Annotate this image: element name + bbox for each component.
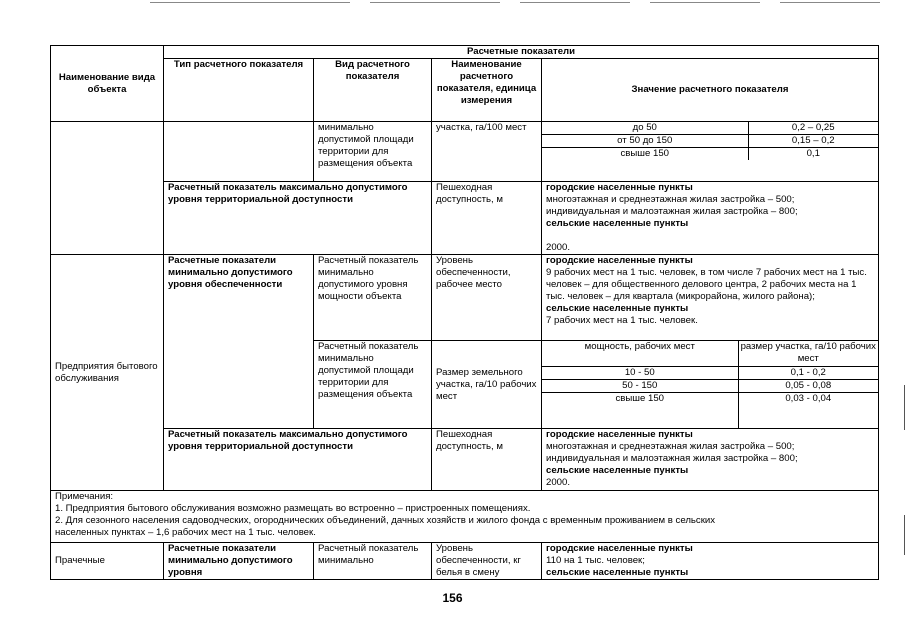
provision-level-name: Уровень обеспеченности, кг белья в смену [432,543,542,580]
value-line: многоэтажная и среднеэтажная жилая застройка – 500; [546,441,795,452]
area-indicator-view: Расчетный показатель минимально допустимой площади территории для размещения объекта [314,341,432,429]
pedestrian-accessibility: Пешеходная доступность, м [432,182,542,255]
provision-level-name: Уровень обеспеченности, рабочее место [432,255,542,341]
header-indicator-type: Тип расчетного показателя [164,59,314,122]
plot-size: 0,03 - 0,04 [738,392,878,428]
indicator-type-continued [164,122,314,182]
max-accessibility-type: Расчетный показатель максимально допустимого уровня территориальной доступности [164,429,432,491]
urban-heading: городские населенные пункты [546,429,693,440]
area-value: 0,1 [748,148,878,161]
value-line: 2000. [546,242,571,253]
object-kind-laundries: Прачечные [51,543,164,580]
object-kind-continued [51,122,164,255]
value-text: 7 рабочих мест на 1 тыс. человек. [546,315,698,326]
pedestrian-accessibility: Пешеходная доступность, м [432,429,542,491]
capacity-range: 10 - 50 [542,366,738,379]
min-provision-type: Расчетные показатели минимально допустимого уровня обеспеченности [164,255,314,429]
accessibility-values [542,429,879,491]
urban-heading: городские населенные пункты [546,543,693,554]
value-line: 2000. [546,477,571,488]
note-item: 1. Предприятия бытового обслуживания возможно размещать во встроенно – пристроенных помещениях. [55,503,531,514]
value-line: многоэтажная и среднеэтажная жилая застройка – 500; [546,194,795,205]
col-plot-size: размер участка, га/10 рабочих мест [738,341,878,366]
notes-title: Примечания: [55,491,114,502]
object-kind-household-services: Предприятия бытового обслуживания [51,255,164,491]
header-indicator-name: Наименование расчетного показателя, единица измерения [432,59,542,122]
header-indicator-value: Значение расчетного показателя [542,59,879,122]
header-object-kind: Наименование вида объекта [51,46,164,122]
capacity-range: от 50 до 150 [542,135,748,148]
value-line: индивидуальная и малоэтажная жилая застройка – 800; [546,206,798,217]
area-value: 0,2 – 0,25 [748,122,878,135]
accessibility-values [542,182,879,255]
indicator-view: Расчетный показатель минимально [314,543,432,580]
area-value: 0,15 – 0,2 [748,135,878,148]
urban-heading: городские населенные пункты [546,182,693,193]
capacity-range: до 50 [542,122,748,135]
provision-values [542,543,879,580]
plot-size: 0,05 - 0,08 [738,379,878,392]
notes-block [51,491,879,543]
area-value-table [542,122,879,182]
provision-values [542,255,879,341]
plot-size: 0,1 - 0,2 [738,366,878,379]
indicator-name: участка, га/100 мест [432,122,542,182]
plot-size-name: Размер земельного участка, га/10 рабочих мест [432,341,542,429]
plot-size-table [542,341,879,429]
rural-heading: сельские населенные пункты [546,303,689,314]
value-line: 110 на 1 тыс. человек; [546,555,645,566]
rural-heading: сельские населенные пункты [546,218,689,229]
rural-heading: сельские населенные пункты [546,567,689,578]
header-indicator-view: Вид расчетного показателя [314,59,432,122]
top-scan-edge [0,0,905,6]
urban-heading: городские населенные пункты [546,255,693,266]
max-accessibility-type: Расчетный показатель максимально допустимого уровня территориальной доступности [164,182,432,255]
capacity-range: свыше 150 [542,392,738,428]
value-line: индивидуальная и малоэтажная жилая застройка – 800; [546,453,798,464]
note-item: населенных пунктах – 1,6 рабочих мест на 1 тыс. человек. [55,527,316,538]
note-item: 2. Для сезонного населения садоводческих, огороднических объединений, дачных хозяйств и жилого фонда с временным проживанием в сельских [55,515,716,526]
indicator-view: минимально допустимой площади территории для размещения объекта [314,122,432,182]
rural-heading: сельские населенные пункты [546,465,689,476]
col-capacity: мощность, рабочих мест [542,341,738,366]
capacity-range: свыше 150 [542,148,748,161]
header-indicators-group: Расчетные показатели [164,46,879,59]
min-provision-type: Расчетные показатели минимально допустимого уровня [164,543,314,580]
capacity-range: 50 - 150 [542,379,738,392]
page-number: 156 [442,591,463,605]
value-text: 9 рабочих мест на 1 тыс. человек, в том числе 7 рабочих мест на 1 тыс. человек – для общественного делового центра, 2 рабочих места на 1 тыс. человек – для квартала (микрорайона, жилого района); [546,267,867,302]
capacity-indicator-view: Расчетный показатель минимально допустимого уровня мощности объекта [314,255,432,341]
indicators-table [50,45,879,580]
